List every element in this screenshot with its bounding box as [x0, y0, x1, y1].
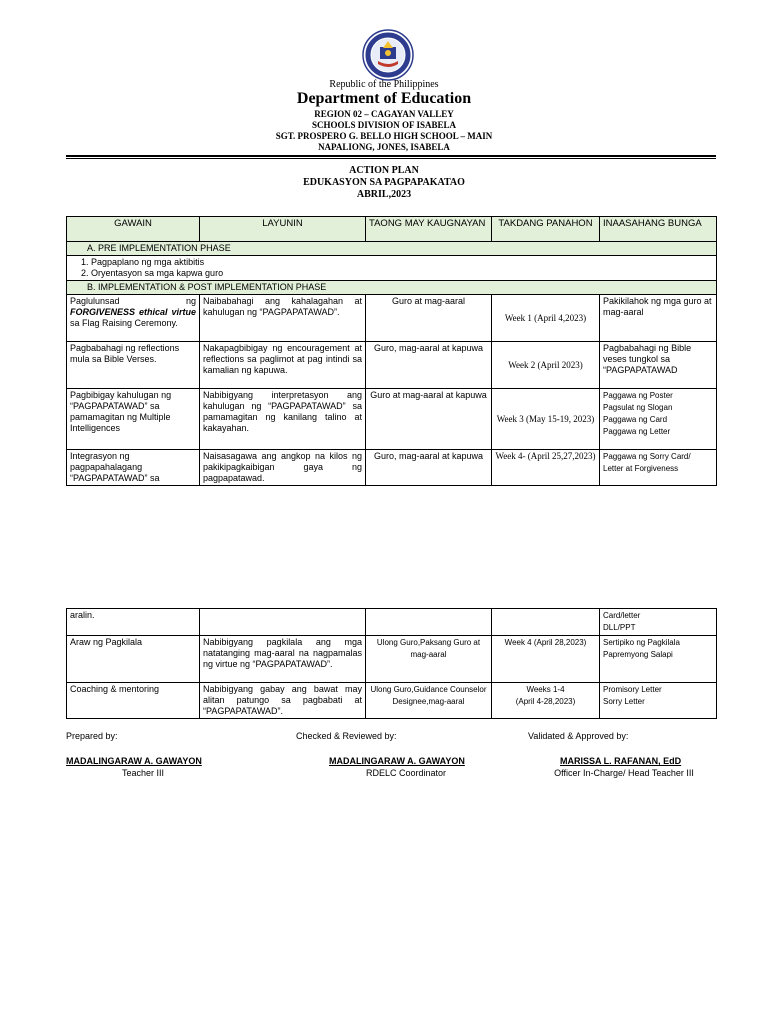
- panahon-cell: Week 1 (April 4,2023): [492, 295, 600, 342]
- title-line-2: EDUKASYON SA PAGPAPAKATAO: [303, 177, 465, 188]
- bunga-item: Paggawa ng Card: [603, 415, 668, 424]
- layunin-cell: Nakapagbibigay ng encouragement at reflections sa paglimot at pag intindi sa kamalian ng kapuwa.: [200, 342, 366, 389]
- document-title: [0, 165, 768, 201]
- table-row: [67, 389, 717, 450]
- phase-b-row: [67, 281, 717, 295]
- bunga-item: Sorry Letter: [603, 697, 645, 706]
- bunga-cell: [600, 389, 717, 450]
- gawain-text: sa Flag Raising Ceremony.: [70, 318, 178, 328]
- panahon-cell: Week 3 (May 15-19, 2023): [492, 389, 600, 450]
- header-bunga: INAASAHANG BUNGA: [600, 217, 717, 242]
- checked-label: Checked & Reviewed by:: [296, 731, 397, 741]
- table-header-row: [67, 217, 717, 242]
- panahon-cell: Week 2 (April 2023): [492, 342, 600, 389]
- table-row: [67, 636, 717, 683]
- school-text: SGT. PROSPERO G. BELLO HIGH SCHOOL – MAIN: [275, 131, 493, 141]
- taong-cell: [366, 609, 492, 636]
- republic-text: Republic of the Philippines: [329, 79, 439, 90]
- prepared-name: MADALINGARAW A. GAWAYON: [66, 756, 202, 766]
- bunga-item: Papremyong Salapi: [603, 650, 673, 659]
- gawain-cell: aralin.: [67, 609, 200, 636]
- office-block: [0, 109, 768, 153]
- title-line-1: ACTION PLAN: [349, 165, 419, 176]
- prepared-title: Teacher III: [121, 768, 165, 778]
- gawain-cell: Integrasyon ng pagpapahalagang “PAGPAPATAWAD” sa: [67, 450, 200, 486]
- table-row: [67, 295, 717, 342]
- panahon-cell: Week 4 (April 28,2023): [492, 636, 600, 683]
- bunga-item: Pagsulat ng Slogan: [603, 403, 673, 412]
- taong-cell: Ulong Guro,Guidance Counselor Designee,mag-aaral: [366, 683, 492, 719]
- title-line-3: ABRIL,2023: [356, 189, 412, 200]
- address-text: NAPALIONG, JONES, ISABELA: [318, 142, 450, 152]
- checked-name: MADALINGARAW A. GAWAYON: [329, 756, 465, 766]
- layunin-cell: Nabibigyang pagkilala ang mga natatanging mag-aaral na nagpamalas ng virtue ng “PAGPAPATAWAD”.: [200, 636, 366, 683]
- gawain-text: Paglulunsad ng: [70, 296, 196, 306]
- header-gawain: GAWAIN: [67, 217, 200, 242]
- bunga-item: DLL/PPT: [603, 623, 636, 632]
- taong-cell: Ulong Guro,Paksang Guro at mag-aaral: [366, 636, 492, 683]
- panahon-line: (April 4-28,2023): [515, 697, 576, 706]
- taong-cell: Guro, mag-aaral at kapuwa: [366, 450, 492, 486]
- layunin-cell: Naibabahagi ang kahalagahan at kahulugan ng “PAGPAPATAWAD”.: [200, 295, 366, 342]
- list-item: 2. Oryentasyon sa mga kapwa guro: [91, 268, 713, 279]
- header-rule: [66, 155, 716, 157]
- table-row: [67, 450, 717, 486]
- taong-cell: Guro, mag-aaral at kapuwa: [366, 342, 492, 389]
- panahon-cell: Week 4- (April 25,27,2023): [492, 450, 600, 486]
- header-rule-thin: [66, 158, 716, 159]
- table-row: [67, 342, 717, 389]
- layunin-cell: Nabibigyang interpretasyon ang kahulugan ng “PAGPAPATAWAD” sa pamamagitan ng kanilang talino at kakayahan.: [200, 389, 366, 450]
- bunga-cell: [600, 609, 717, 636]
- panahon-cell: [492, 683, 600, 719]
- bunga-cell: [600, 683, 717, 719]
- approved-label: Validated & Approved by:: [528, 731, 629, 741]
- panahon-cell: [492, 609, 600, 636]
- bunga-item: Paggawa ng Letter: [603, 427, 671, 436]
- bunga-item: Card/letter: [603, 611, 641, 620]
- virtue-text: FORGIVENESS ethical virtue: [70, 307, 196, 317]
- header-panahon: TAKDANG PANAHON: [492, 217, 600, 242]
- deped-seal-icon: [362, 29, 414, 81]
- layunin-cell: Nabibigyang gabay ang bawat may alitan patungo sa pagbabati at “PAGPAPATAWAD”.: [200, 683, 366, 719]
- checked-title: RDELC Coordinator: [365, 768, 447, 778]
- prepared-label: Prepared by:: [66, 731, 118, 741]
- approved-name: MARISSA L. RAFANAN, EdD: [560, 756, 682, 766]
- approved-title: Officer In-Charge/ Head Teacher III: [554, 768, 694, 778]
- taong-cell: Guro at mag-aaral: [366, 295, 492, 342]
- taong-cell: Guro at mag-aaral at kapuwa: [366, 389, 492, 450]
- header-taong: TAONG MAY KAUGNAYAN: [366, 217, 492, 242]
- header-layunin: LAYUNIN: [200, 217, 366, 242]
- bunga-item: Sertipiko ng Pagkilala: [603, 638, 680, 647]
- bunga-cell: Pagbabahagi ng Bible veses tungkol sa “PAGPAPATAWAD: [600, 342, 717, 389]
- department-name: Department of Education: [296, 90, 472, 107]
- layunin-cell: [200, 609, 366, 636]
- bunga-cell: Pakikilahok ng mga guro at mag-aaral: [600, 295, 717, 342]
- layunin-cell: Naisasagawa ang angkop na kilos ng pakikipagkaibigan gaya ng pagpapatawad.: [200, 450, 366, 486]
- bunga-cell: [600, 636, 717, 683]
- division-text: SCHOOLS DIVISION OF ISABELA: [312, 120, 456, 130]
- phase-a-row: [67, 242, 717, 256]
- gawain-cell: Pagbibigay kahulugan ng “PAGPAPATAWAD” sa pamamagitan ng Multiple Intelligences: [67, 389, 200, 450]
- phase-b-label: B. IMPLEMENTATION & POST IMPLEMENTATION PHASE: [67, 281, 717, 295]
- gawain-cell: Pagbabahagi ng reflections mula sa Bible Verses.: [67, 342, 200, 389]
- action-plan-table-continued: [66, 608, 717, 719]
- gawain-cell: Coaching & mentoring: [67, 683, 200, 719]
- gawain-cell: Araw ng Pagkilala: [67, 636, 200, 683]
- phase-a-label: A. PRE IMPLEMENTATION PHASE: [67, 242, 717, 256]
- table-row: [67, 683, 717, 719]
- bunga-cell: Paggawa ng Sorry Card/ Letter at Forgiveness: [600, 450, 717, 486]
- list-item: 1. Pagpaplano ng mga aktibitis: [91, 257, 713, 268]
- bunga-item: Promisory Letter: [603, 685, 662, 694]
- phase-a-items-row: [67, 256, 717, 281]
- bunga-item: Paggawa ng Poster: [603, 391, 673, 400]
- phase-a-list: [73, 257, 713, 279]
- panahon-line: Weeks 1-4: [526, 685, 565, 694]
- gawain-cell: [67, 295, 200, 342]
- table-row: [67, 609, 717, 636]
- region-text: REGION 02 – CAGAYAN VALLEY: [314, 109, 454, 119]
- action-plan-table: [66, 216, 717, 486]
